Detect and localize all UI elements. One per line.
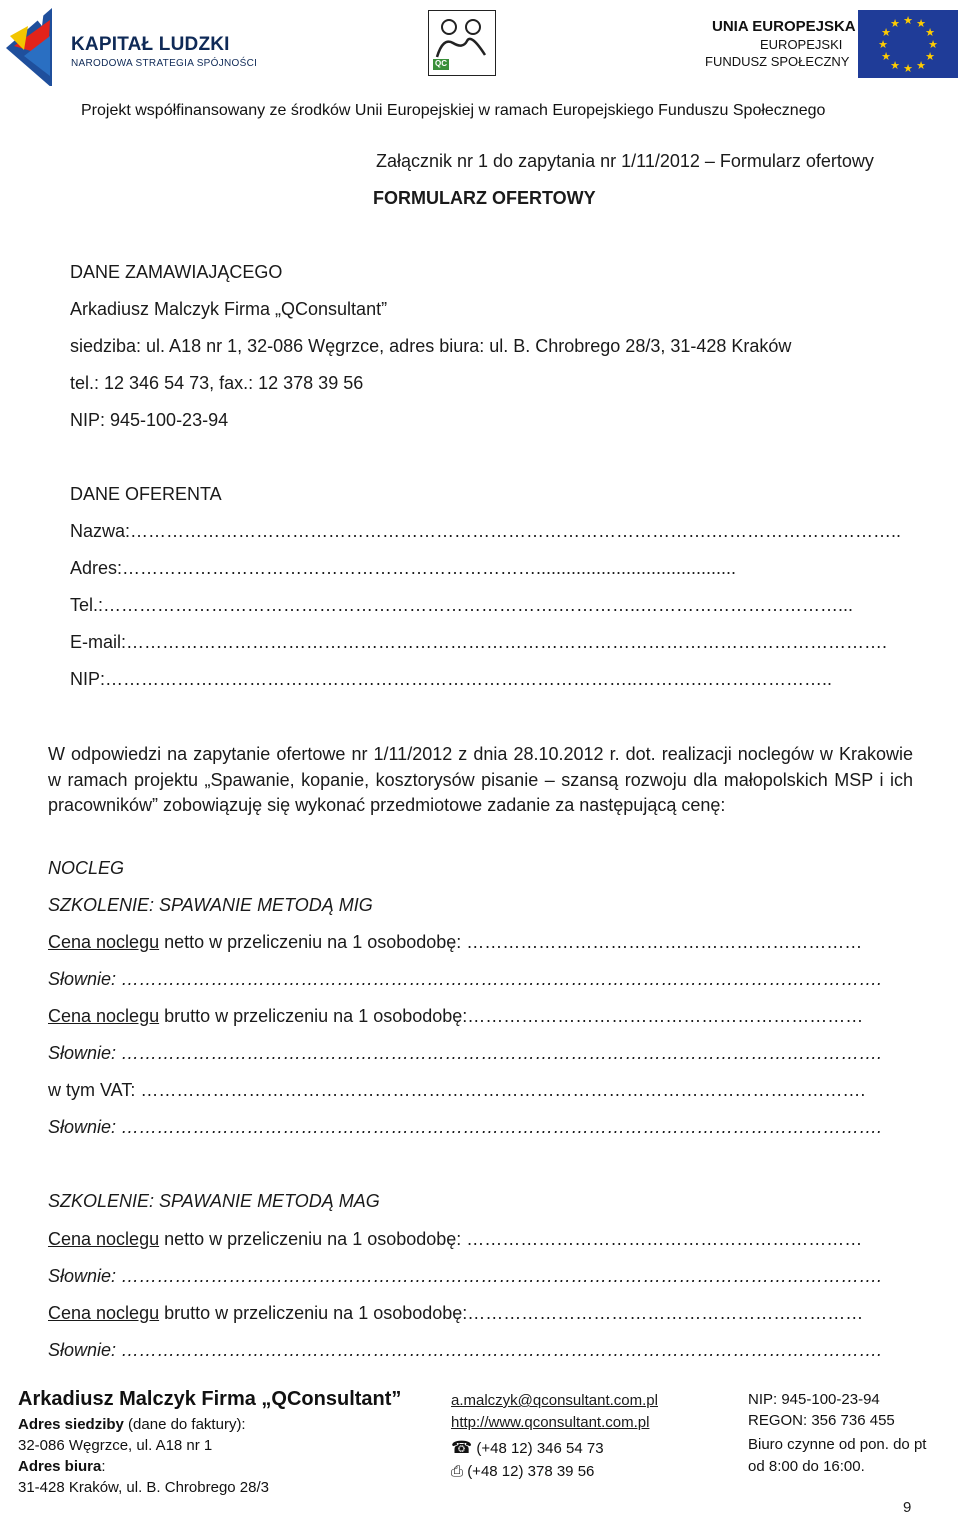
footer-regon: REGON: 356 736 455: [748, 1412, 895, 1429]
offer-paragraph: W odpowiedzi na zapytanie ofertowe nr 1/11/2012 z dnia 28.10.2012 r. dot. realizacji noclegów w Krakowie w ramach projektu „Spawanie, kopanie, kosztorysów pisanie – szansą rozwoju dla małopolskich MSP i ich pracowników” zobowiązuję się wykonać przedmiotowe zadanie za następującą cenę:: [48, 744, 913, 815]
buyer-phone: tel.: 12 346 54 73, fax.: 12 378 39 56: [70, 373, 364, 393]
phone-icon: ☎: [451, 1438, 473, 1457]
footer-fax-line: [451, 1461, 594, 1482]
offeror-nip-field[interactable]: NIP:……………………………………………………………………………..……….…………………..: [70, 669, 833, 689]
footer-seat-line: [18, 1414, 246, 1435]
nocleg-heading: NOCLEG: [48, 858, 125, 878]
offeror-name-field[interactable]: Nazwa:…………………………………………………………………………………….…………………………..: [70, 521, 902, 541]
buyer-address: siedziba: ul. A18 nr 1, 32-086 Węgrzce, adres biura: ul. B. Chrobrego 28/3, 31-428 Kraków: [70, 336, 792, 356]
footer-www-link[interactable]: http://www.qconsultant.com.pl: [451, 1414, 650, 1431]
mig-netto-field[interactable]: [48, 931, 913, 953]
annex-label: Załącznik nr 1 do zapytania nr 1/11/2012 – Formularz ofertowy: [376, 151, 874, 171]
svg-text:★: ★: [903, 14, 913, 27]
buyer-nip: NIP: 945-100-23-94: [70, 410, 229, 430]
svg-text:★: ★: [916, 59, 926, 72]
footer-office-address: 31-428 Kraków, ul. B. Chrobrego 28/3: [18, 1479, 269, 1496]
svg-text:★: ★: [881, 26, 891, 39]
qc-logo-text: QC: [435, 59, 447, 68]
svg-text:★: ★: [878, 38, 888, 51]
kapital-ludzki-subtitle: NARODOWA STRATEGIA SPÓJNOŚCI: [71, 58, 258, 69]
footer-seat-label: Adres siedziby: [18, 1416, 124, 1433]
offeror-address-field[interactable]: Adres:……………………………………………………………........................................: [70, 558, 737, 578]
buyer-name: Arkadiusz Malczyk Firma „QConsultant”: [70, 299, 388, 319]
footer-email-link[interactable]: a.malczyk@qconsultant.com.pl: [451, 1392, 658, 1409]
footer-phone: (+48 12) 346 54 73: [476, 1440, 604, 1457]
footer-seat-note: (dane do faktury):: [123, 1416, 246, 1433]
slownie-text: Słownie: ……………………………………………………………………………………………………………….: [48, 1266, 883, 1286]
footer-hours-2: od 8:00 do 16:00.: [748, 1458, 865, 1475]
cofinancing-note: Projekt współfinansowany ze środków Unii Europejskiej w ramach Europejskiego Funduszu Społecznego: [81, 102, 826, 119]
eu-title: UNIA EUROPEJSKA: [712, 18, 856, 35]
offeror-email-field[interactable]: E-mail:……………………………………………………………………………………………………………….: [70, 632, 888, 652]
svg-text:★: ★: [916, 17, 926, 30]
fax-icon: ⎙: [451, 1463, 464, 1480]
footer-office-colon: :: [101, 1458, 106, 1475]
slownie-text: Słownie: ……………………………………………………………………………………………………………….: [48, 1117, 883, 1137]
slownie-text: Słownie: ……………………………………………………………………………………………………………….: [48, 969, 883, 989]
footer-fax: (+48 12) 378 39 56: [467, 1463, 595, 1480]
footer-nip: NIP: 945-100-23-94: [748, 1391, 880, 1408]
mag-brutto-words-field[interactable]: [48, 1339, 913, 1361]
svg-text:★: ★: [890, 17, 900, 30]
mag-heading: SZKOLENIE: SPAWANIE METODĄ MAG: [48, 1191, 380, 1211]
cena-label: Cena noclegu: [48, 1229, 160, 1249]
mig-brutto-words-field[interactable]: [48, 1042, 913, 1064]
svg-text:★: ★: [903, 62, 913, 75]
mag-netto-field[interactable]: [48, 1228, 913, 1250]
offeror-heading: DANE OFERENTA: [70, 484, 222, 504]
footer-firm-name: Arkadiusz Malczyk Firma „QConsultant”: [18, 1388, 402, 1410]
cena-label: Cena noclegu: [48, 1006, 160, 1026]
mig-heading: SZKOLENIE: SPAWANIE METODĄ MIG: [48, 895, 373, 915]
eu-subtitle-2: FUNDUSZ SPOŁECZNY: [705, 54, 850, 69]
slownie-text: Słownie: ……………………………………………………………………………………………………………….: [48, 1340, 883, 1360]
brutto-text: brutto w przeliczeniu na 1 osobodobę:…………………………………………………………: [159, 1006, 864, 1026]
cena-label: Cena noclegu: [48, 1303, 160, 1323]
eu-flag-icon: [858, 10, 958, 78]
svg-text:★: ★: [890, 59, 900, 72]
mig-brutto-field[interactable]: [48, 1005, 913, 1027]
cena-label: Cena noclegu: [48, 932, 160, 952]
kapital-ludzki-title: KAPITAŁ LUDZKI: [71, 34, 230, 55]
svg-text:★: ★: [925, 50, 935, 63]
mag-netto-words-field[interactable]: [48, 1265, 913, 1287]
form-title: FORMULARZ OFERTOWY: [373, 188, 596, 208]
svg-text:★: ★: [928, 38, 938, 51]
brutto-text: brutto w przeliczeniu na 1 osobodobę:…………………………………………………………: [159, 1303, 864, 1323]
buyer-heading: DANE ZAMAWIAJĄCEGO: [70, 262, 283, 282]
svg-text:★: ★: [925, 26, 935, 39]
offeror-phone-field[interactable]: Tel.:………………………………………………………………….…………..……………………………...: [70, 595, 854, 615]
slownie-text: Słownie: ……………………………………………………………………………………………………………….: [48, 1043, 883, 1063]
netto-text: netto w przeliczeniu na 1 osobodobę: …………………………………………………………: [159, 932, 863, 952]
mig-netto-words-field[interactable]: [48, 968, 913, 990]
svg-text:★: ★: [881, 50, 891, 63]
footer-office-label: Adres biura: [18, 1458, 102, 1475]
footer-phone-line: [451, 1437, 604, 1459]
footer-hours-1: Biuro czynne od pon. do pt: [748, 1436, 927, 1453]
mig-vat-words-field[interactable]: [48, 1116, 913, 1138]
eu-subtitle-1: EUROPEJSKI: [760, 37, 843, 52]
netto-text: netto w przeliczeniu na 1 osobodobę: …………………………………………………………: [159, 1229, 863, 1249]
footer-seat-address: 32-086 Węgrzce, ul. A18 nr 1: [18, 1437, 213, 1454]
page-number: 9: [903, 1499, 912, 1516]
footer-office-line: [18, 1456, 106, 1477]
mig-vat-field[interactable]: w tym VAT: ………………………………………………………………………………………………………….: [48, 1080, 866, 1100]
mag-brutto-field[interactable]: [48, 1302, 913, 1324]
qc-logo: [428, 10, 496, 76]
